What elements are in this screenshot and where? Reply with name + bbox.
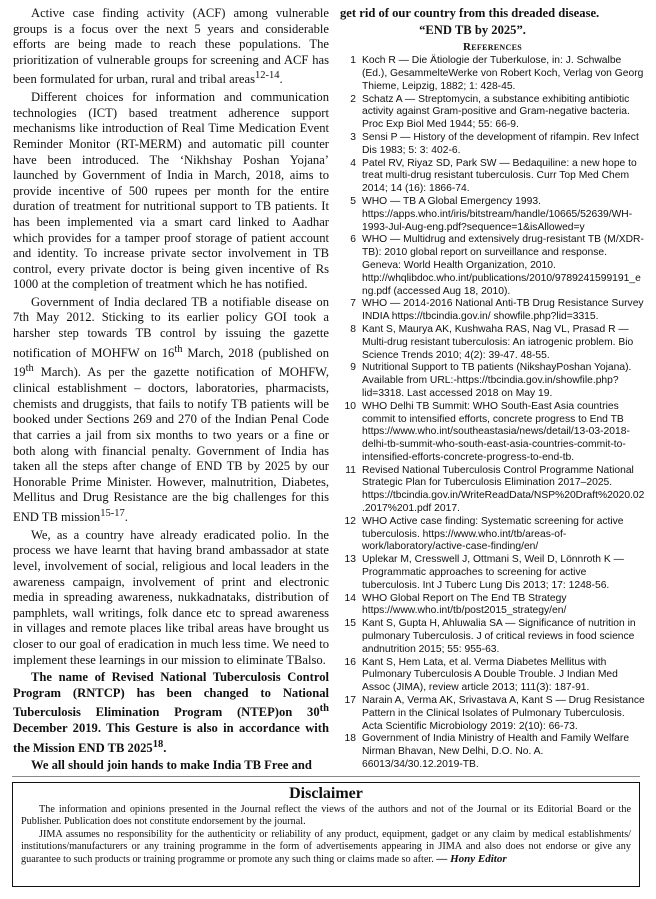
reference-text: Kant S, Maurya AK, Kushwaha RAS, Nag VL, Prasad R — Multi-drug resistant tuberculosis: An iatrogenic problem. Bio Science Trends 2010; 4(2): 39-47. 48-55. [362,323,634,361]
reference-number: 18 [344,733,356,745]
citation-superscript: 15-17 [100,507,125,519]
citation-superscript: 18 [152,738,164,750]
reference-text: WHO — 2014-2016 National Anti-TB Drug Resistance Survey INDIA https://tbcindia.gov.in/ showfile.php?lid=3315. [362,298,644,323]
slogan: “END TB by 2025”. [419,22,526,37]
reference-text: Patel RV, Riyaz SD, Park SW — Bedaquiline: a new hope to treat multi-drug resistant tuberculosis. Curr Top Med Chem 2014; 14 (16): 1866-74. [362,157,637,195]
references-heading: References [463,41,522,54]
reference-number: 14 [344,592,356,604]
reference-number: 6 [350,234,356,246]
disclaimer-paragraph: JIMA assumes no responsibility for the authenticity or reliability of any product, equipment, gadget or any claim by medical establishments/ institutions/manufacturers or any training programme in the form of advertisements appearing in JIMA and also does not endorse or give any guarantee to such products or training programme or promote any such thing or claims made so after. — Hony Editor [21,828,631,866]
reference-number: 2 [350,93,356,105]
reference-item [340,593,645,619]
references-list [340,55,645,772]
reference-text: Nutritional Support to TB patients (NikshayPoshan Yojana). Available from URL:-https://tbcindia.gov.in/showfile.php?lid=3318. Last accessed 2018 on May 19. [362,362,632,399]
reference-number: 1 [350,55,356,67]
reference-item [340,401,645,465]
reference-item [340,465,645,516]
divider [12,776,640,777]
reference-text: Government of India Ministry of Health and Family Welfare Nirman Bhavan, New Delhi, D.O. No. A. 66013/34/30.12.2019-TB. [362,733,630,771]
reference-item [340,324,645,362]
reference-number: 16 [344,656,356,668]
reference-text: Kant S, Hem Lata, et al. Verma Diabetes Mellitus with Pulmonary Tuberculosis A Double Trouble. J Indian Med Assoc (JIMA), review article 2013; 111(3): 187-91. [362,656,618,694]
reference-number: 7 [350,298,356,310]
reference-number: 8 [350,323,356,335]
paragraph-join-hands: We all should join hands to make India TB Free and [31,758,312,773]
reference-item [340,55,645,93]
ordinal-superscript: th [319,703,329,715]
reference-text: WHO — Multidrug and extensively drug-resistant TB (M/XDR-TB): 2010 global report on surveillance and response. Geneva: World Health Organization, 2010. http://whqlibdoc.who.int/publications/2010/9789241599191_eng.pdf (accessed Aug 18, 2010). [362,234,644,297]
continuation-text: get rid of our country from this dreaded disease. [340,6,600,20]
reference-text: WHO Global Report on The End TB Strategy https://www.who.int/tb/post2015_strategy/en/ [362,592,567,617]
reference-item [340,196,645,234]
left-column [13,6,329,774]
ordinal-superscript: th [25,363,34,375]
paragraph-acf: Active case finding activity (ACF) among vulnerable groups is a focus over the next 5 years and considerable efforts are being made to reach these populations. The prioritization of vulnerable groups for screening and ACF has been formulated for urban, rural and tribal areas$^{12-14}$. [13,6,329,87]
reference-number: 3 [350,131,356,143]
reference-number: 4 [350,157,356,169]
paragraph-polio: We, as a country have already eradicated polio. In the process we have learnt that having brand ambassador at state level, involvement of social, religious and local leaders in the awareness campaign, involvement of print and electronic media in spreading awareness, nukkadnataks, distribution of pamphlets, wall writings, folk dance etc to spread awareness in villages and remote places like tribal areas have brought us closer to our goal of eradication in much less time. We need to implement these learnings in our mission to eliminate TBalso. [13,527,329,667]
reference-text: WHO Delhi TB Summit: WHO South-East Asia countries commit to intensified efforts, concrete progress to End TB https://www.who.int/southeastasia/news/detail/13-03-2018-delhi-tb-summit-who-south-east-asia-countries-commit-to-intensified-efforts-concrete-progress-to-end-tb. [362,400,630,463]
reference-number: 9 [350,362,356,374]
disclaimer-title: Disclaimer [289,785,363,802]
reference-text: Narain A, Verma AK, Srivastava A, Kant S — Drug Resistance Pattern in the Clinical Isolates of Pulmonary Tuberculosis. Acta Scientific Microbiology 2019: 2(10): 66-73. [362,695,645,732]
reference-number: 5 [350,195,356,207]
reference-number: 12 [344,515,356,527]
reference-item [340,94,645,132]
citation-superscript: 12-14 [254,70,280,82]
reference-item [340,554,645,592]
ordinal-superscript: th [174,343,183,355]
reference-item [340,158,645,196]
reference-item [340,695,645,733]
paragraph-notifiable: Government of India declared TB a notifiable disease on 7th May 2012. Sticking to its earlier policy GOI took a harsher step towards TB control by issuing the gazette notification of MOHFW on 16th March, 2018 (published on 19th March). As per the gazette notification of MOHFW, clinical establishment – doctors, laboratories, pharmacists, chemists and druggists, that fails to notify TB patients will be booked under Sections 269 and 270 of the Indian Penal Code that carries a jail from six months to two years or a fine or both along with financial penalty. Government of India has taken all the steps after change of END TB by 2025 by our Honorable Prime Minister. However, malnutrition, Diabetes, Mellitus and Drug Resistance are the big challenges for this END TB mission$^{15-17}$. [13,294,329,525]
paragraph-ntep: The name of Revised National Tuberculosis Control Program (RNTCP) has been changed to National Tuberculosis Elimination Program (NTEP)on 30th December 2019. This Gesture is also in accordance with the Mission END TB 2025$^{18}$. [13,670,329,755]
right-column [340,6,645,772]
reference-text: Sensi P — History of the development of rifampin. Rev Infect Dis 1983; 5: 3: 402-6. [362,131,639,156]
reference-item [340,298,645,324]
reference-item [340,132,645,158]
reference-number: 10 [344,400,356,412]
reference-number: 17 [344,695,356,707]
reference-text: Koch R — Die Ätiologie der Tuberkulose, in: J. Schwalbe (Ed.), GesammelteWerke von Robert Koch, Verlag von Georg Thieme, Leipzig, 1882; 1: 428-45. [362,55,644,92]
paragraph-ict: Different choices for information and communication technologies (ICT) based treatment adherence support mechanisms like introduction of Real Time Medication Event Reminder Monitor (RT-MERM) and automatic pill counter have been introduced. The ‘Nikhshay Poshan Yojana’ launched by Government of India in March, 2018, aims to provide incentive of 500 rupees per month for the entire duration of treatment for nutritional support to TB patients. It has been implemented via a smart card linked to Aadhar which provides for a tamper proof storage of patient account and identity. To increase private sector involvement in TB control, every private doctor is being given incentive of Rs 1000 at the completion of treatment which he has notified. [13,90,329,292]
reference-text: WHO — TB A Global Emergency 1993. https://apps.who.int/iris/bitstream/handle/10665/52639/WH-1993-Jul-Aug-eng.pdf?sequence=1&isAllowed=y [362,195,633,233]
reference-item [340,733,645,771]
editor-signature: — Hony Editor [436,853,507,866]
reference-text: Kant S, Gupta H, Ahluwalia SA — Significance of nutrition in pulmonary Tuberculosis. J of critical reviews in food science andnutrition 2015; 55: 955-63. [362,618,636,655]
reference-text: Schatz A — Streptomycin, a substance exhibiting antibiotic activity against Gram-positive and Gram-negative bacteria. Proc Exp Biol Med 1944; 55: 66-9. [362,93,630,131]
reference-number: 11 [345,464,356,476]
reference-number: 15 [344,618,356,630]
reference-item [340,657,645,695]
reference-text: WHO Active case finding: Systematic screening for active tuberculosis. https://www.who.int/tb/areas-of-work/laboratory/active-case-finding/en/ [362,515,624,553]
disclaimer-box [12,782,640,887]
reference-item [340,516,645,554]
disclaimer-paragraph: The information and opinions presented in the Journal reflect the views of the authors and not of the Journal or its Editorial Board or the Publisher. Publication does not constitute endorsement by the journal. [21,804,631,828]
reference-item [340,618,645,656]
reference-text: Uplekar M, Cresswell J, Ottmani S, Weil D, Lönnroth K — Programmatic approaches to screening for active tuberculosis. Int J Tuberc Lung Dis 2013; 17: 1248-56. [362,554,624,591]
reference-text: Revised National Tuberculosis Control Programme National Strategic Plan for Tuberculosis Elimination 2017–2025. https://tbcindia.gov.in/WriteReadData/NSP%20Draft%2020.02.2017%201.pdf 2017. [362,464,645,515]
reference-number: 13 [344,554,356,566]
reference-item [340,362,645,400]
reference-item [340,234,645,298]
